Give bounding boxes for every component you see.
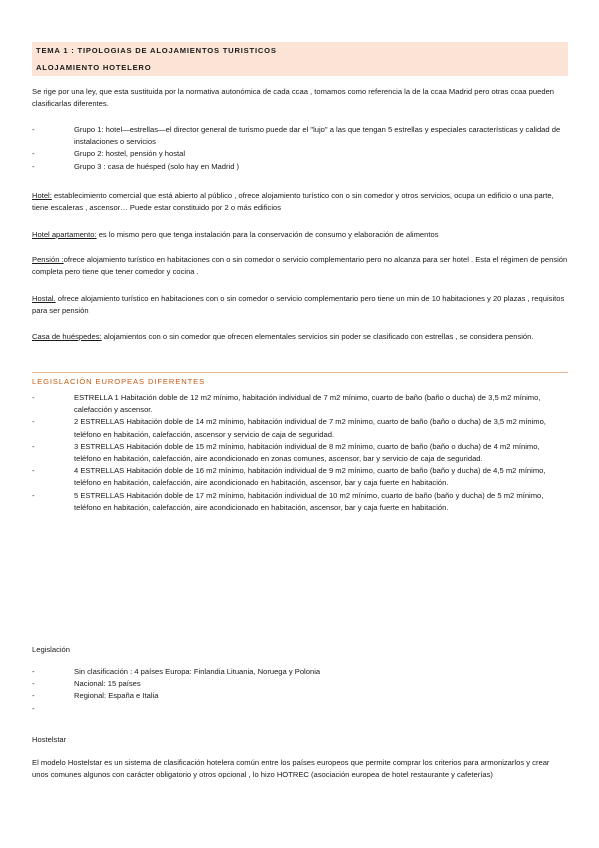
page-title: TEMA 1 : TIPOLOGIAS DE ALOJAMIENTOS TURISTICOS bbox=[32, 42, 568, 59]
group-label: Grupo 1: bbox=[74, 125, 104, 134]
list-item bbox=[32, 666, 568, 678]
group-text: casa de huésped (solo hay en Madrid ) bbox=[105, 161, 240, 171]
dash-bullet: - bbox=[32, 161, 35, 171]
list-item bbox=[32, 490, 568, 514]
hostelstar-paragraph bbox=[32, 757, 568, 781]
definition-hostal bbox=[32, 293, 568, 317]
header-band bbox=[32, 42, 568, 76]
dash-bullet: - bbox=[32, 703, 35, 713]
definition-text: ofrece alojamiento turístico en habitaciones con o sin comedor o servicio complementario pero tiene un min de 10 habitaciones y 20 plazas , requisitos para ser pensión bbox=[32, 294, 565, 316]
legislacion-text: Nacional: 15 países bbox=[74, 679, 141, 689]
legislacion-heading bbox=[32, 644, 568, 656]
group-label: Grupo 3 : bbox=[74, 161, 106, 171]
legislacion-europea-heading bbox=[32, 377, 568, 386]
dash-bullet: - bbox=[32, 679, 35, 689]
list-item bbox=[32, 148, 568, 160]
dash-bullet: - bbox=[32, 466, 35, 476]
definition-term: Hostal. bbox=[32, 294, 56, 303]
legislacion-text: Regional: España e Italia bbox=[74, 691, 159, 701]
list-item bbox=[32, 161, 568, 173]
definition-text: alojamientos con o sin comedor que ofrecen elementales servicios sin poder se clasificado con estrellas , se considera pensión. bbox=[101, 332, 534, 341]
definition-term: Hotel apartamento: bbox=[32, 230, 97, 239]
group-label: Grupo 2: bbox=[74, 149, 104, 159]
estrella-text: 2 ESTRELLAS Habitación doble de 14 m2 mínimo, habitación individual de 7 m2 mínimo, cuarto de baño (baño o ducha) de 3,5 m2 mínimo, teléfono en habitación, calefacción, ascensor y servicio de caja de seguridad. bbox=[74, 417, 546, 439]
intro-paragraph bbox=[32, 86, 568, 110]
definition-term: Casa de huéspedes: bbox=[32, 332, 102, 341]
hostelstar-heading bbox=[32, 734, 568, 746]
definition-casa-huespedes bbox=[32, 331, 568, 343]
list-item bbox=[32, 416, 568, 440]
estrella-text: 5 ESTRELLAS Habitación doble de 17 m2 mínimo, habitación individual de 10 m2 mínimo, cuarto de baño (baño y ducha) de 5 m2 mínimo, teléfono en habitación, calefacción, aire acondicionado en habitación, ascensor, bar y caja fuerte en habitación. bbox=[74, 490, 544, 512]
hostelstar-text: El modelo Hostelstar es un sistema de clasificación hotelera común entre los países europeos que permite comprar los criterios para armonizarlos y crear unos comunes algunos con carácter obligatorio y otros opcional , lo hizo HOTREC (asociación europea de hotel restaurante y cafeterías) bbox=[32, 758, 550, 780]
list-item bbox=[32, 465, 568, 489]
group-text: hotel—estrellas—el director general de turismo puede dar el "lujo" a las que tengan 5 estrellas y especiales características y calidad de instalaciones o servicios bbox=[74, 125, 561, 147]
list-item bbox=[32, 703, 568, 715]
dash-bullet: - bbox=[32, 125, 35, 134]
legislacion-list bbox=[32, 666, 568, 715]
section-heading: Legislación bbox=[32, 645, 70, 654]
definition-text: establecimiento comercial que está abierto al público , ofrece alojamiento turístico con o sin comedor y otros servicios, ocupa un edificio o una parte, tiene escaleras , ascensor… Puede estar constituido por 2 o más edificios bbox=[32, 191, 554, 213]
section-title: ALOJAMIENTO HOTELERO bbox=[32, 59, 568, 76]
section-heading: Hostelstar bbox=[32, 735, 67, 744]
dash-bullet: - bbox=[32, 441, 35, 451]
dash-bullet: - bbox=[32, 691, 35, 701]
dash-bullet: - bbox=[32, 417, 35, 427]
list-item bbox=[32, 678, 568, 690]
estrella-text: 4 ESTRELLAS Habitación doble de 16 m2 mínimo, habitación individual de 9 m2 mínimo, cuarto de baño (baño y ducha) de 4,5 m2 mínimo, teléfono en habitación, calefacción, aire acondicionado en habitación, ascensor, bar y caja fuerte en habitación. bbox=[74, 466, 546, 488]
group-text: hostel, pensión y hostal bbox=[103, 149, 186, 159]
definition-term: Pensión : bbox=[32, 255, 64, 264]
list-item bbox=[32, 124, 568, 148]
intro-text: Se rige por una ley, que esta sustituida por la normativa autonómica de cada ccaa , tomamos como referencia la de la ccaa Madrid pero otras ccaa pueden clasificarlas diferentes. bbox=[32, 87, 555, 109]
list-item bbox=[32, 392, 568, 416]
definition-hotel-apartamento bbox=[32, 229, 568, 241]
groups-list bbox=[32, 124, 568, 173]
estrella-text: ESTRELLA 1 Habitación doble de 12 m2 mínimo, habitación individual de 7 m2 mínimo, cuarto de baño (baño o ducha) de 3,5 m2 mínimo, calefacción y ascensor. bbox=[74, 393, 541, 415]
section-divider bbox=[32, 372, 568, 373]
definition-text: es lo mismo pero que tenga instalación para la conservación de consumo y elaboración de alimentos bbox=[96, 230, 439, 239]
definition-term: Hotel: bbox=[32, 191, 52, 200]
dash-bullet: - bbox=[32, 149, 35, 159]
legislacion-text: Sin clasificación : 4 países Europa: Finlandia Lituania, Noruega y Polonia bbox=[74, 667, 321, 676]
dash-bullet: - bbox=[32, 393, 35, 402]
section-heading: LEGISLACIÓN EUROPEAS DIFERENTES bbox=[32, 377, 206, 386]
dash-bullet: - bbox=[32, 490, 35, 500]
estrellas-list bbox=[32, 392, 568, 514]
definition-text: ofrece alojamiento turístico en habitaciones con o sin comedor o servicio complementario pero no alcanza para ser hotel . Esta el régimen de pensión completa pero tiene que tener comedor y cocina . bbox=[32, 255, 568, 277]
definition-pension bbox=[32, 254, 568, 278]
list-item bbox=[32, 690, 568, 702]
list-item bbox=[32, 441, 568, 465]
estrella-text: 3 ESTRELLAS Habitación doble de 15 m2 mínimo, habitación individual de 8 m2 mínimo, cuarto de baño (baño o ducha) de 4 m2 mínimo, teléfono en habitación, calefacción, aire acondicionado en zonas comunes, ascensor, bar y servicio de caja de seguridad. bbox=[74, 441, 540, 464]
dash-bullet: - bbox=[32, 667, 35, 676]
definition-hotel bbox=[32, 190, 568, 214]
